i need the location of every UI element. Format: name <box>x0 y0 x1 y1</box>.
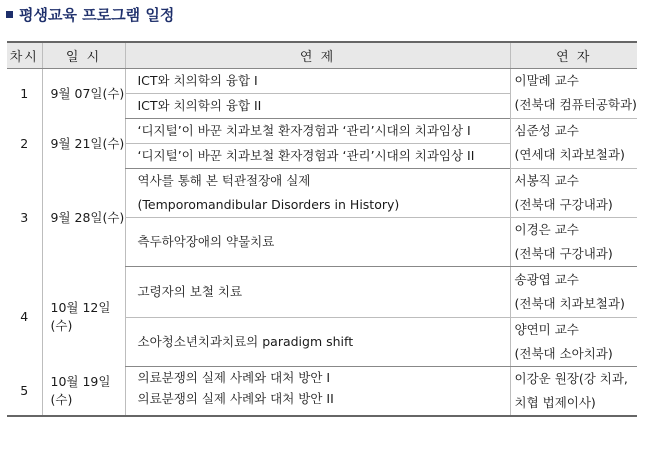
topic-cell <box>125 317 510 366</box>
lecturer-cell <box>510 366 637 416</box>
header-topic: 연 제 <box>125 42 510 68</box>
session-date: 9월 21일(수) <box>42 118 125 168</box>
session-date: 10월 12일(수) <box>42 266 125 366</box>
topic-cell <box>125 168 510 217</box>
topic-cell <box>125 68 510 93</box>
lecturer-line: 송광엽 교수 <box>514 271 579 287</box>
topic-line: 측두하악장애의 약물치료 <box>137 233 275 249</box>
lecturer-line: 양연미 교수 <box>514 321 579 337</box>
topic-cell <box>125 143 510 168</box>
lecturer-line: 이강운 원장(강 치과, <box>514 370 628 386</box>
table-row <box>7 366 637 388</box>
topic-line: ICT와 치의학의 융합 I <box>137 72 258 88</box>
session-no: 4 <box>20 308 29 324</box>
table-header-row <box>7 42 637 68</box>
lecturer-line: 이경은 교수 <box>514 221 579 237</box>
table-row <box>7 168 637 217</box>
table-row <box>7 266 637 317</box>
lecturer-cell <box>510 217 637 266</box>
topic-line: 의료분쟁의 실제 사례와 대처 방안 I <box>137 369 331 385</box>
schedule-table <box>7 41 637 417</box>
header-lecturer: 연 자 <box>510 42 637 68</box>
session-date: 9월 07일(수) <box>42 68 125 118</box>
topic-line: ‘디지털’이 바꾼 치과보철 환자경험과 ‘관리’시대의 치과임상 I <box>137 122 471 138</box>
topic-line: 소아청소년치과치료의 paradigm shift <box>137 333 354 349</box>
page-title-text: 평생교육 프로그램 일정 <box>19 6 175 24</box>
topic-line: 고령자의 보철 치료 <box>137 283 243 299</box>
header-no: 차시 <box>7 42 42 68</box>
table-row <box>7 118 637 143</box>
lecturer-line: 이말례 교수 <box>514 73 579 88</box>
lecturer-line: 서봉직 교수 <box>514 172 579 188</box>
lecturer-cell <box>510 118 637 168</box>
topic-line: 역사를 통해 본 턱관절장애 실제 <box>137 172 311 188</box>
lecturer-line: (전북대 소아치과) <box>514 345 613 361</box>
session-date: 10월 19일(수) <box>42 366 125 416</box>
square-bullet-icon <box>6 11 13 18</box>
session-no: 1 <box>20 85 29 101</box>
session-no: 5 <box>7 366 42 416</box>
table-row <box>7 68 637 93</box>
session-no: 2 <box>20 135 29 151</box>
lecturer-line: (전북대 치과보철과) <box>514 295 625 311</box>
topic-line: ICT와 치의학의 융합 II <box>137 97 262 113</box>
topic-line: (Temporomandibular Disorders in History) <box>137 196 400 212</box>
lecturer-line: (전북대 구강내과) <box>514 196 613 212</box>
lecturer-line: (연세대 치과보철과) <box>514 147 625 162</box>
lecturer-cell <box>510 168 637 217</box>
lecturer-line: (전북대 구강내과) <box>514 245 613 261</box>
page-title <box>6 4 174 25</box>
topic-cell <box>125 388 510 416</box>
lecturer-line: (전북대 컴퓨터공학과) <box>514 97 637 112</box>
topic-cell <box>125 266 510 317</box>
session-date: 9월 28일(수) <box>42 168 125 266</box>
topic-cell <box>125 217 510 266</box>
lecturer-line: 치협 법제이사) <box>514 394 596 410</box>
lecturer-cell <box>510 317 637 366</box>
topic-cell <box>125 366 510 388</box>
topic-line: 의료분쟁의 실제 사례와 대처 방안 II <box>137 390 334 406</box>
topic-cell <box>125 93 510 118</box>
header-date: 일 시 <box>42 42 125 68</box>
lecturer-cell <box>510 68 637 118</box>
lecturer-line: 심준성 교수 <box>514 123 579 138</box>
topic-line: ‘디지털’이 바꾼 치과보철 환자경험과 ‘관리’시대의 치과임상 II <box>137 147 475 163</box>
lecturer-cell <box>510 266 637 317</box>
session-no: 3 <box>20 209 29 225</box>
topic-cell <box>125 118 510 143</box>
